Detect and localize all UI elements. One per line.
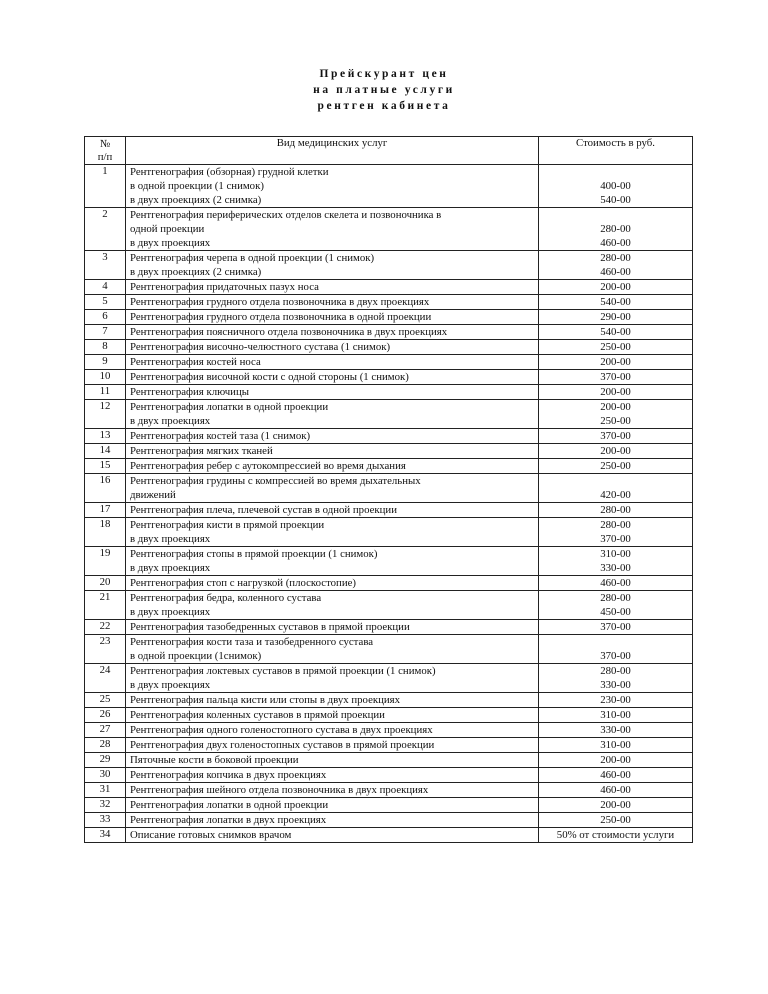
price-line: 420-00 [600, 489, 631, 501]
price-cell [539, 444, 693, 459]
service-line: Рентгенография локтевых суставов в прямой проекции (1 снимок) [130, 665, 436, 677]
service-cell [126, 620, 539, 635]
price-line: 370-00 [600, 371, 631, 383]
price-line: 330-00 [600, 679, 631, 691]
table-row [85, 444, 693, 459]
header-num [85, 137, 126, 165]
service-cell [126, 813, 539, 828]
service-line: Рентгенография костей таза (1 снимок) [130, 430, 311, 442]
price-line: 280-00 [600, 665, 631, 677]
document-title [0, 66, 768, 114]
service-cell [126, 723, 539, 738]
service-line: Пяточные кости в боковой проекции [130, 754, 299, 766]
price-line: 310-00 [600, 548, 631, 560]
service-line: одной проекции [130, 223, 205, 235]
service-line: в одной проекции (1снимок) [130, 650, 262, 662]
price-line [543, 635, 688, 649]
price-line: 370-00 [600, 430, 631, 442]
row-number: 3 [85, 251, 126, 280]
service-line: Рентгенография грудины с компрессией во время дыхательных [130, 475, 421, 487]
price-line: 370-00 [600, 533, 631, 545]
table-body [85, 165, 693, 843]
price-line: 250-00 [600, 341, 631, 353]
row-number: 5 [85, 295, 126, 310]
table-row [85, 325, 693, 340]
header-service: Вид медицинских услуг [126, 137, 539, 165]
price-line [543, 165, 688, 179]
price-line: 280-00 [600, 592, 631, 604]
service-cell [126, 591, 539, 620]
service-line: Рентгенография мягких тканей [130, 445, 273, 457]
price-line: 460-00 [600, 266, 631, 278]
table-row [85, 295, 693, 310]
table-row [85, 708, 693, 723]
service-cell [126, 165, 539, 208]
service-line: Рентгенография одного голеностопного сустава в двух проекциях [130, 724, 433, 736]
price-cell [539, 310, 693, 325]
price-cell [539, 813, 693, 828]
title-line-2: на платные услуги [313, 84, 455, 96]
price-line: 200-00 [600, 386, 631, 398]
price-cell [539, 723, 693, 738]
row-number: 20 [85, 576, 126, 591]
price-line: 450-00 [600, 606, 631, 618]
table-row [85, 165, 693, 208]
price-cell [539, 547, 693, 576]
header-num-line-2: п/п [97, 151, 113, 163]
price-cell [539, 325, 693, 340]
table-row [85, 310, 693, 325]
service-cell [126, 295, 539, 310]
price-line: 280-00 [600, 223, 631, 235]
price-cell [539, 783, 693, 798]
header-price: Стоимость в руб. [539, 137, 693, 165]
table-row [85, 547, 693, 576]
price-line: 250-00 [600, 415, 631, 427]
table-row [85, 768, 693, 783]
table-row [85, 753, 693, 768]
row-number: 30 [85, 768, 126, 783]
service-line: Рентгенография грудного отдела позвоночника в одной проекции [130, 311, 432, 323]
row-number: 23 [85, 635, 126, 664]
service-line: Рентгенография придаточных пазух носа [130, 281, 319, 293]
row-number: 13 [85, 429, 126, 444]
service-line: Рентгенография (обзорная) грудной клетки [130, 166, 329, 178]
price-cell [539, 518, 693, 547]
price-cell [539, 340, 693, 355]
price-cell [539, 828, 693, 843]
service-line: Рентгенография стопы в прямой проекции (1 снимок) [130, 548, 378, 560]
service-line: Рентгенография височно-челюстного сустава (1 снимок) [130, 341, 391, 353]
price-line: 310-00 [600, 709, 631, 721]
service-cell [126, 474, 539, 503]
row-number: 25 [85, 693, 126, 708]
service-cell [126, 429, 539, 444]
price-cell [539, 708, 693, 723]
row-number: 32 [85, 798, 126, 813]
service-line: Описание готовых снимков врачом [130, 829, 292, 841]
price-cell [539, 591, 693, 620]
price-line: 460-00 [600, 769, 631, 781]
price-line: 280-00 [600, 519, 631, 531]
service-line: в двух проекциях [130, 237, 211, 249]
service-line: Рентгенография стоп с нагрузкой (плоскостопие) [130, 577, 356, 589]
price-cell [539, 664, 693, 693]
service-cell [126, 798, 539, 813]
price-line: 310-00 [600, 739, 631, 751]
price-cell [539, 620, 693, 635]
row-number: 2 [85, 208, 126, 251]
price-line [543, 474, 688, 488]
price-line: 280-00 [600, 504, 631, 516]
table-header-row [85, 137, 693, 165]
price-cell [539, 385, 693, 400]
service-line: в двух проекциях (2 снимка) [130, 266, 262, 278]
price-line: 540-00 [600, 296, 631, 308]
service-line: Рентгенография коленных суставов в прямой проекции [130, 709, 385, 721]
table-row [85, 635, 693, 664]
service-line: Рентгенография лопатки в одной проекции [130, 401, 329, 413]
table-row [85, 429, 693, 444]
price-line: 230-00 [600, 694, 631, 706]
price-cell [539, 251, 693, 280]
table-row [85, 340, 693, 355]
price-line: 400-00 [600, 180, 631, 192]
service-line: в двух проекциях [130, 415, 211, 427]
table-row [85, 385, 693, 400]
price-cell [539, 738, 693, 753]
price-cell [539, 429, 693, 444]
row-number: 7 [85, 325, 126, 340]
service-cell [126, 444, 539, 459]
service-line: Рентгенография костей носа [130, 356, 261, 368]
service-line: Рентгенография височной кости с одной стороны (1 снимок) [130, 371, 409, 383]
row-number: 28 [85, 738, 126, 753]
service-cell [126, 576, 539, 591]
row-number: 16 [85, 474, 126, 503]
service-cell [126, 768, 539, 783]
price-cell [539, 370, 693, 385]
service-cell [126, 693, 539, 708]
price-cell [539, 693, 693, 708]
row-number: 18 [85, 518, 126, 547]
row-number: 21 [85, 591, 126, 620]
service-cell [126, 459, 539, 474]
service-line: в одной проекции (1 снимок) [130, 180, 264, 192]
table-row [85, 664, 693, 693]
service-cell [126, 355, 539, 370]
service-cell [126, 370, 539, 385]
title-line-3: рентген кабинета [317, 100, 451, 112]
row-number: 24 [85, 664, 126, 693]
service-cell [126, 738, 539, 753]
row-number: 4 [85, 280, 126, 295]
service-cell [126, 547, 539, 576]
table-row [85, 355, 693, 370]
row-number: 33 [85, 813, 126, 828]
row-number: 14 [85, 444, 126, 459]
service-line: Рентгенография лопатки в одной проекции [130, 799, 329, 811]
price-table [84, 136, 693, 843]
service-cell [126, 664, 539, 693]
table-row [85, 813, 693, 828]
service-line: Рентгенография шейного отдела позвоночника в двух проекциях [130, 784, 429, 796]
service-line: движений [130, 489, 176, 501]
service-cell [126, 400, 539, 429]
service-line: Рентгенография поясничного отдела позвоночника в двух проекциях [130, 326, 448, 338]
price-line: 370-00 [600, 650, 631, 662]
row-number: 29 [85, 753, 126, 768]
row-number: 9 [85, 355, 126, 370]
price-cell [539, 280, 693, 295]
service-line: Рентгенография ключицы [130, 386, 249, 398]
row-number: 17 [85, 503, 126, 518]
service-cell [126, 310, 539, 325]
price-cell [539, 753, 693, 768]
price-cell [539, 635, 693, 664]
row-number: 10 [85, 370, 126, 385]
price-line: 200-00 [600, 799, 631, 811]
service-cell [126, 251, 539, 280]
price-line: 50% от стоимости услуги [556, 829, 675, 841]
title-line-1: Прейскурант цен [319, 68, 449, 80]
price-cell [539, 798, 693, 813]
service-line: Рентгенография лопатки в двух проекциях [130, 814, 327, 826]
price-line: 250-00 [600, 814, 631, 826]
table-row [85, 576, 693, 591]
service-line: Рентгенография грудного отдела позвоночника в двух проекциях [130, 296, 430, 308]
price-line [543, 208, 688, 222]
table-row [85, 503, 693, 518]
row-number: 26 [85, 708, 126, 723]
service-cell [126, 208, 539, 251]
price-line: 540-00 [600, 194, 631, 206]
service-cell [126, 828, 539, 843]
price-line: 200-00 [600, 401, 631, 413]
price-cell [539, 503, 693, 518]
price-line: 370-00 [600, 621, 631, 633]
price-cell [539, 474, 693, 503]
price-line: 460-00 [600, 784, 631, 796]
price-line: 200-00 [600, 445, 631, 457]
price-cell [539, 295, 693, 310]
service-line: в двух проекциях [130, 562, 211, 574]
row-number: 12 [85, 400, 126, 429]
price-line: 200-00 [600, 356, 631, 368]
row-number: 31 [85, 783, 126, 798]
service-line: Рентгенография кисти в прямой проекции [130, 519, 325, 531]
service-cell [126, 503, 539, 518]
row-number: 15 [85, 459, 126, 474]
table-row [85, 280, 693, 295]
table-row [85, 591, 693, 620]
service-line: Рентгенография тазобедренных суставов в прямой проекции [130, 621, 410, 633]
table-row [85, 738, 693, 753]
table-row [85, 459, 693, 474]
service-cell [126, 385, 539, 400]
price-line: 200-00 [600, 281, 631, 293]
service-cell [126, 783, 539, 798]
service-cell [126, 753, 539, 768]
service-line: Рентгенография кости таза и тазобедренного сустава [130, 636, 374, 648]
row-number: 34 [85, 828, 126, 843]
table-row [85, 474, 693, 503]
service-line: в двух проекциях [130, 533, 211, 545]
row-number: 27 [85, 723, 126, 738]
price-line: 250-00 [600, 460, 631, 472]
price-line: 280-00 [600, 252, 631, 264]
service-line: Рентгенография ребер с аутокомпрессией во время дыхания [130, 460, 406, 472]
price-line: 330-00 [600, 724, 631, 736]
price-line: 330-00 [600, 562, 631, 574]
service-line: Рентгенография плеча, плечевой сустав в одной проекции [130, 504, 397, 516]
service-line: Рентгенография копчика в двух проекциях [130, 769, 327, 781]
row-number: 19 [85, 547, 126, 576]
service-cell [126, 708, 539, 723]
price-line: 290-00 [600, 311, 631, 323]
service-cell [126, 635, 539, 664]
service-line: в двух проекциях (2 снимка) [130, 194, 262, 206]
service-line: в двух проекциях [130, 606, 211, 618]
service-line: Рентгенография бедра, коленного сустава [130, 592, 322, 604]
table-row [85, 693, 693, 708]
header-num-line-1: № [99, 138, 111, 150]
table-row [85, 400, 693, 429]
table-row [85, 370, 693, 385]
table-row [85, 251, 693, 280]
service-cell [126, 340, 539, 355]
price-cell [539, 355, 693, 370]
table-row [85, 828, 693, 843]
service-line: в двух проекциях [130, 679, 211, 691]
row-number: 8 [85, 340, 126, 355]
table-row [85, 783, 693, 798]
price-cell [539, 768, 693, 783]
price-cell [539, 208, 693, 251]
row-number: 22 [85, 620, 126, 635]
service-line: Рентгенография черепа в одной проекции (1 снимок) [130, 252, 375, 264]
service-line: Рентгенография пальца кисти или стопы в двух проекциях [130, 694, 401, 706]
price-line: 540-00 [600, 326, 631, 338]
price-cell [539, 459, 693, 474]
price-cell [539, 165, 693, 208]
table-row [85, 723, 693, 738]
table-row [85, 518, 693, 547]
price-cell [539, 400, 693, 429]
row-number: 6 [85, 310, 126, 325]
service-line: Рентгенография двух голеностопных суставов в прямой проекции [130, 739, 435, 751]
price-line: 460-00 [600, 237, 631, 249]
row-number: 11 [85, 385, 126, 400]
table-row [85, 620, 693, 635]
service-cell [126, 325, 539, 340]
row-number: 1 [85, 165, 126, 208]
service-line: Рентгенография периферических отделов скелета и позвоночника в [130, 209, 442, 221]
price-cell [539, 576, 693, 591]
table-row [85, 798, 693, 813]
price-line: 460-00 [600, 577, 631, 589]
price-line: 200-00 [600, 754, 631, 766]
table-row [85, 208, 693, 251]
service-cell [126, 518, 539, 547]
service-cell [126, 280, 539, 295]
